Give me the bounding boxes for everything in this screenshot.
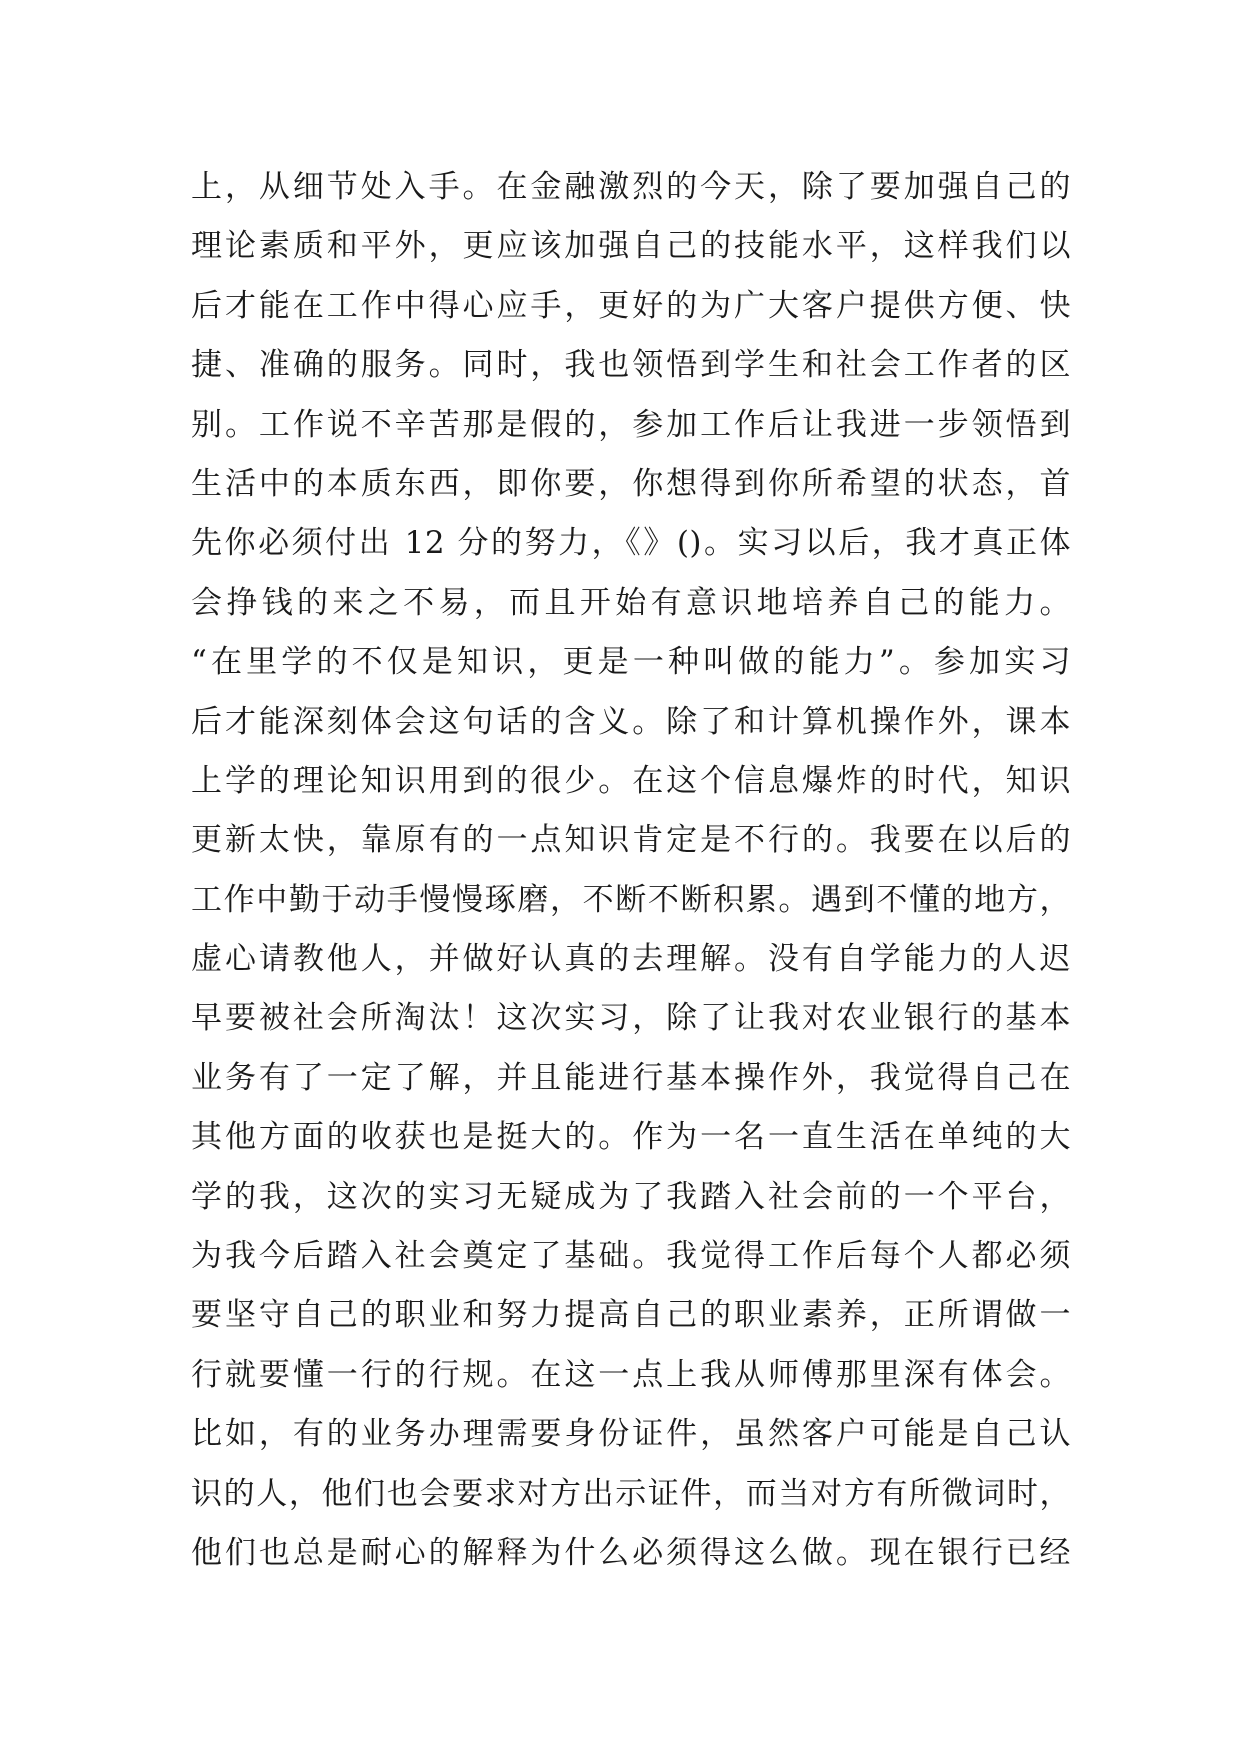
text-line: 学的我，这次的实习无疑成为了我踏入社会前的一个平台，	[191, 1178, 1071, 1215]
body-text	[191, 158, 1071, 1583]
text-line: 上学的理论知识用到的很少。在这个信息爆炸的时代，知识	[191, 762, 1071, 799]
text-line: 工作中勤于动手慢慢琢磨，不断不断积累。遇到不懂的地方，	[191, 881, 1071, 918]
text-line: 生活中的本质东西，即你要，你想得到你所希望的状态，首	[191, 465, 1071, 502]
text-line: 为我今后踏入社会奠定了基础。我觉得工作后每个人都必须	[191, 1238, 1071, 1275]
text-line: 理论素质和平外，更应该加强自己的技能水平，这样我们以	[191, 228, 1071, 265]
text-line: 识的人，他们也会要求对方出示证件，而当对方有所微词时，	[191, 1475, 1071, 1512]
text-line: 先你必须付出 12 分的努力，《》()。实习以后，我才真正体	[191, 525, 1071, 562]
text-line: 会挣钱的来之不易，而且开始有意识地培养自己的能力。	[191, 584, 1071, 621]
text-line: 上，从细节处入手。在金融激烈的今天，除了要加强自己的	[191, 169, 1071, 205]
text-line: 虚心请教他人，并做好认真的去理解。没有自学能力的人迟	[191, 941, 1071, 978]
text-line: 早要被社会所淘汰！这次实习，除了让我对农业银行的基本	[191, 1000, 1071, 1037]
text-line: 其他方面的收获也是挺大的。作为一名一直生活在单纯的大	[191, 1119, 1071, 1156]
text-line: 要坚守自己的职业和努力提高自己的职业素养，正所谓做一	[191, 1297, 1071, 1334]
text-line: 更新太快，靠原有的一点知识肯定是不行的。我要在以后的	[191, 822, 1071, 859]
text-line: “在里学的不仅是知识，更是一种叫做的能力”。参加实习	[191, 644, 1071, 681]
text-line: 行就要懂一行的行规。在这一点上我从师傅那里深有体会。	[191, 1356, 1071, 1393]
text-line: 后才能深刻体会这句话的含义。除了和计算机操作外，课本	[191, 703, 1071, 740]
text-line: 他们也总是耐心的解释为什么必须得这么做。现在银行已经	[191, 1534, 1071, 1571]
text-line: 业务有了一定了解，并且能进行基本操作外，我觉得自己在	[191, 1059, 1071, 1096]
text-line: 后才能在工作中得心应手，更好的为广大客户提供方便、快	[191, 287, 1071, 324]
text-line: 比如，有的业务办理需要身份证件，虽然客户可能是自己认	[191, 1416, 1071, 1453]
text-line: 别。工作说不辛苦那是假的，参加工作后让我进一步领悟到	[191, 406, 1071, 443]
text-line: 捷、准确的服务。同时，我也领悟到学生和社会工作者的区	[191, 347, 1071, 384]
